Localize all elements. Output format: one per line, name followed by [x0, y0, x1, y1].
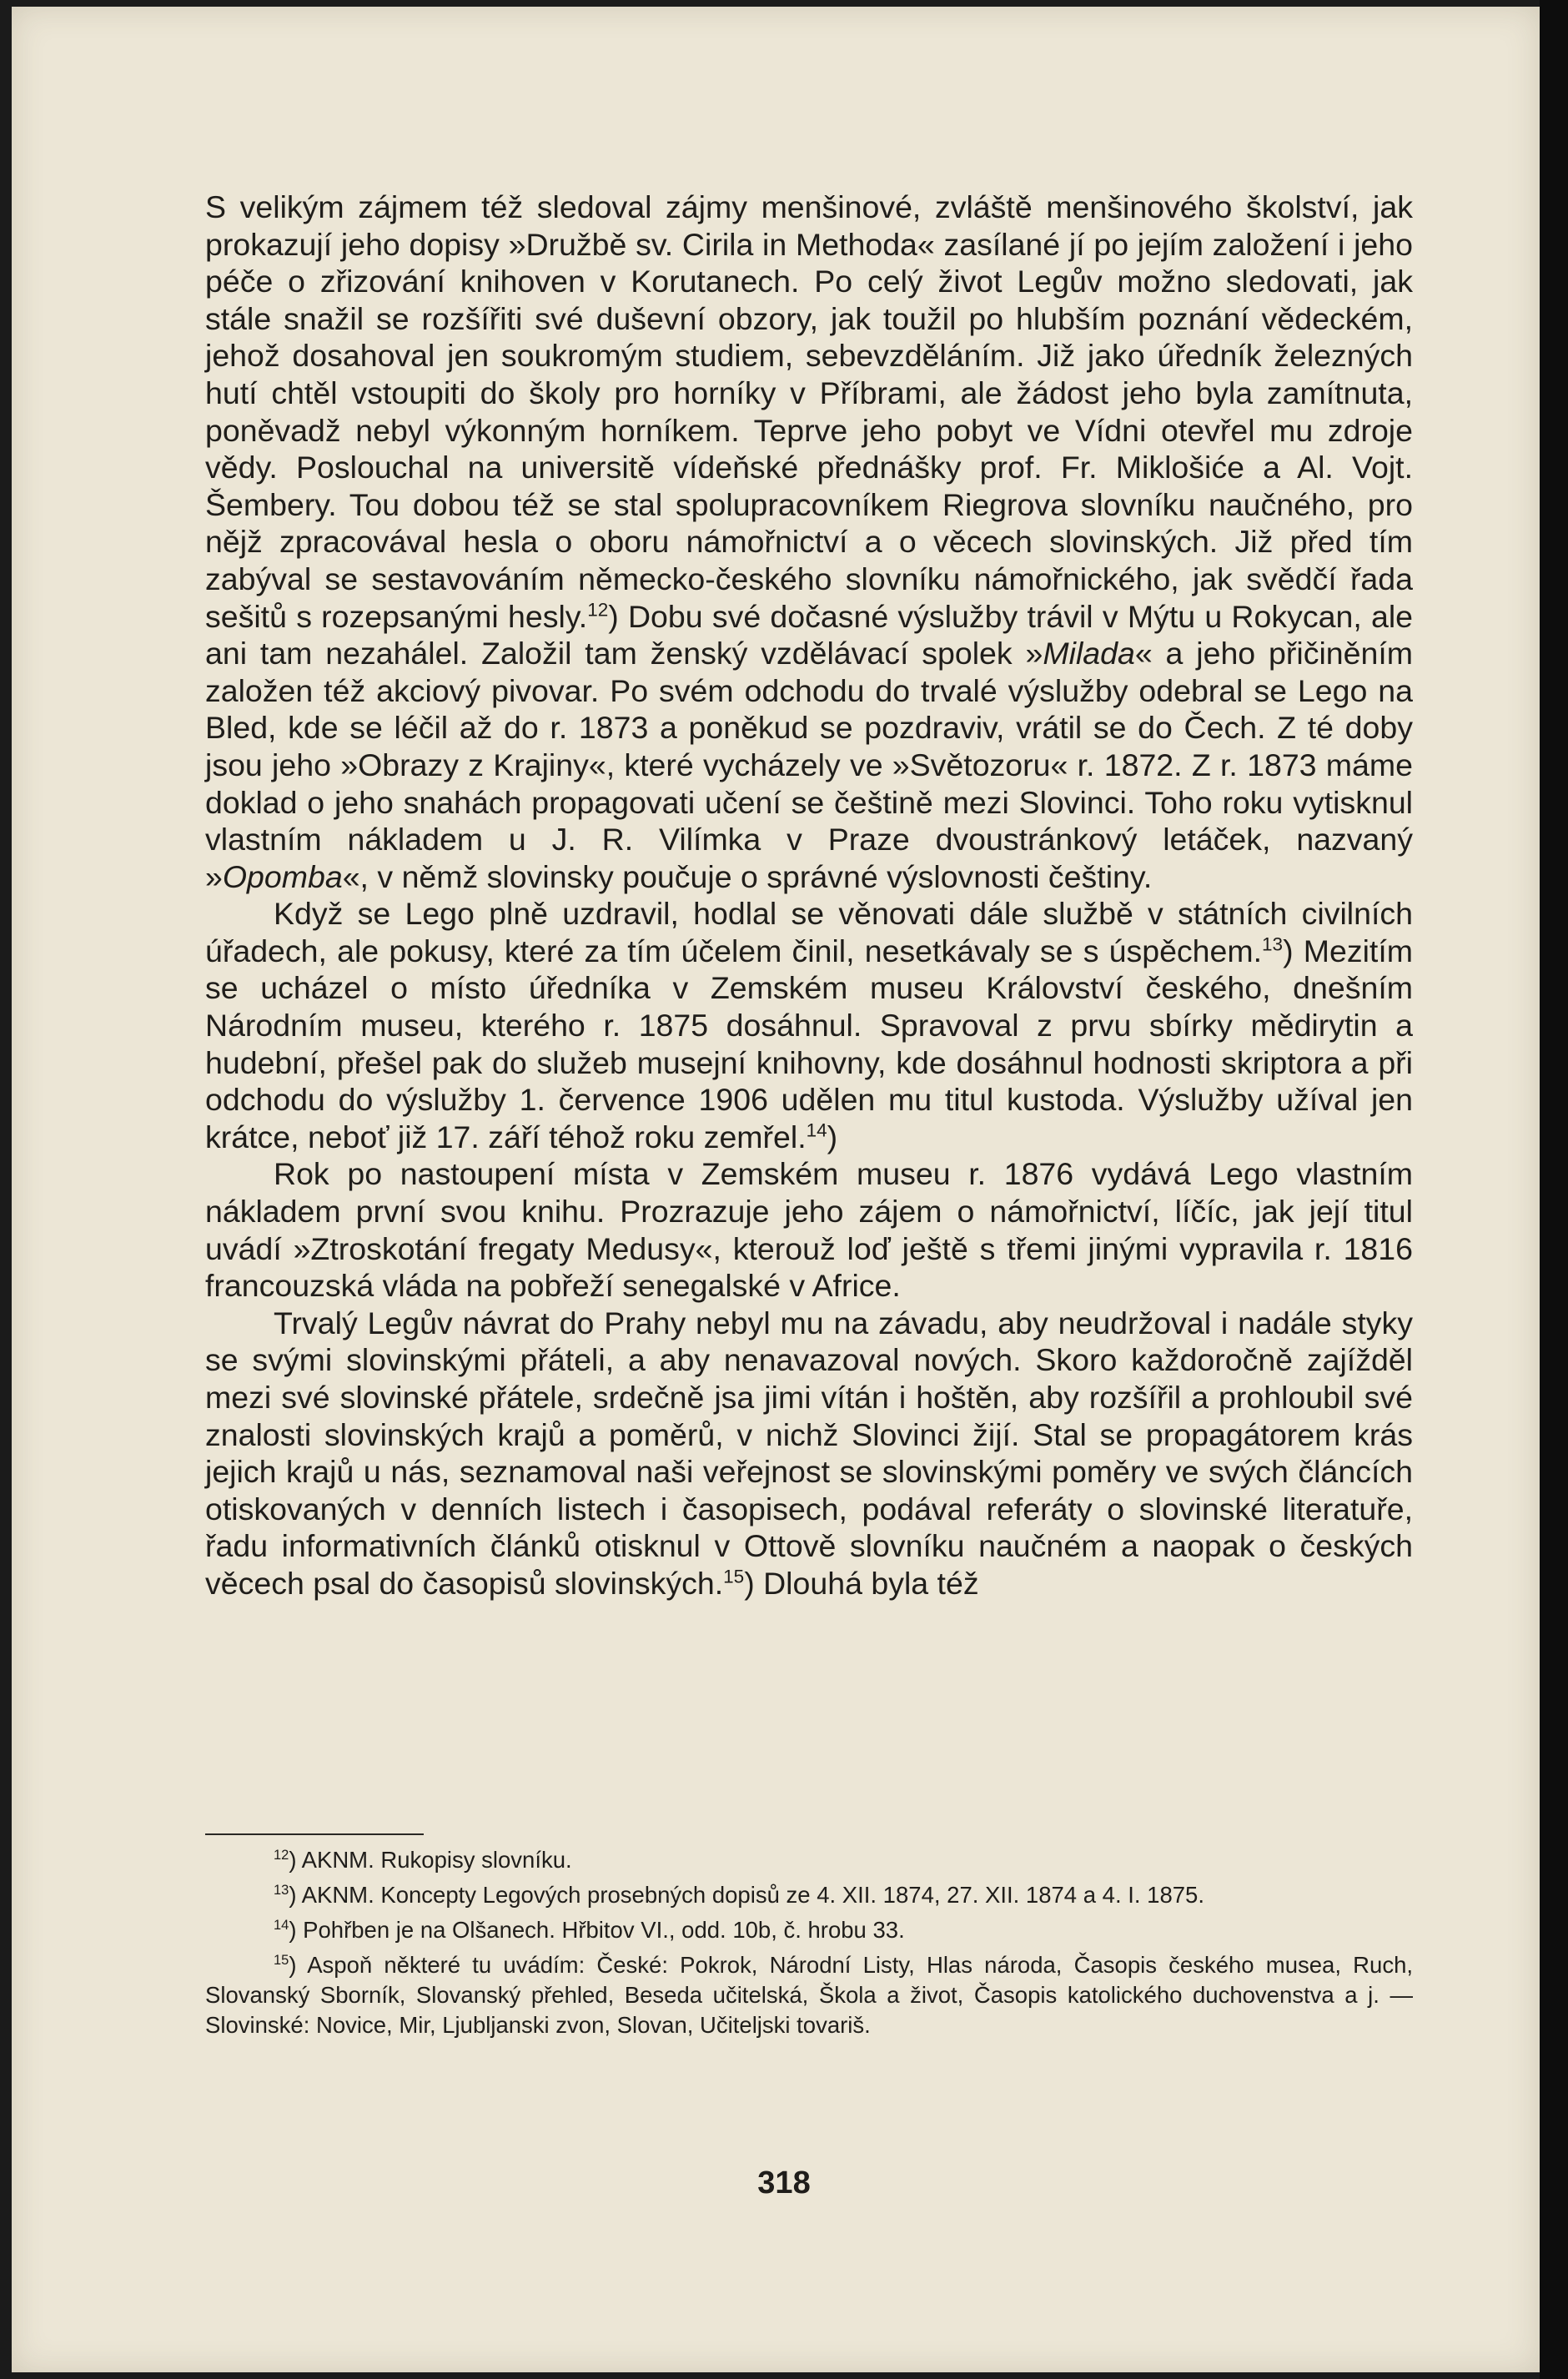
- footnote-ref: 13: [1262, 933, 1284, 955]
- paragraph: [205, 895, 1413, 1155]
- footnote-text: ) Aspoň některé tu uvádím: České: Pokrok, Národní Listy, Hlas národa, Časopis českého musea, Ruch, Slovanský Sborník, Slovanský přehled, Beseda učitelská, Škola a život, Časopis katolického duchovenstva a j. — Slovinské: Novice, Mir, Ljubljanski zvon, Slovan, Učiteljski tovariš.: [205, 1952, 1413, 2038]
- text-run: Trvalý Legův návrat do Prahy nebyl mu na závadu, aby neudržoval i nadále styky se svými slovinskými přáteli, a aby nenavazoval nových. Skoro každoročně zajížděl mezi své slovinské přátele, srdečně jsa jimi vítán i hoštěn, aby rozšířil a prohloubil své znalosti slovinských krajů a poměrů, v nichž Slovinci žijí. Stal se propagátorem krás jejich krajů u nás, seznamoval naši veřejnost se slovinskými poměry ve svých článcích otiskovaných v denních listech i časopisech, podával referáty o slovinské literatuře, řadu informativních článků otisknul v Ottově slovníku naučném a naopak o českých věcech psal do časopisů slovinských.: [205, 1305, 1413, 1601]
- footnote-divider: [205, 1833, 424, 1835]
- footnote-item: [205, 1950, 1413, 2040]
- text-run: ) Dobu své dočasné výslužby trávil v Mýtu u Rokycan, ale ani tam nezahálel. Založil tam ženský vzdělávací spolek »: [205, 598, 1414, 671]
- text-run: ) Dlouhá byla též: [744, 1565, 979, 1601]
- footnote-number: 15: [274, 1952, 289, 1968]
- footnote-ref: 14: [806, 1119, 827, 1141]
- footnote-number: 12: [274, 1847, 289, 1863]
- footnote-text: ) AKNM. Rukopisy slovníku.: [289, 1847, 572, 1873]
- text-run: Rok po nastoupení místa v Zemském museu r. 1876 vydává Lego vlastním nákladem první svou knihu. Prozrazuje jeho zájem o námořnictví, líčíc, jak její titul uvádí »Ztroskotání fregaty Medusy«, kterouž loď ještě s třemi jinými vypravila r. 1816 francouzská vláda na pobřeží senegalské v Africe.: [205, 1156, 1413, 1304]
- footnote-ref: 15: [723, 1566, 745, 1587]
- footnote-ref: 12: [587, 599, 609, 621]
- footnotes: [205, 1845, 1413, 2045]
- text-run: ) Mezitím se ucházel o místo úředníka v Zemském museu Království českého, dnešním Národním museu, kterého r. 1875 dosáhnul. Spravoval z prvu sbírky mědirytin a hudební, přešel pak do služeb musejní knihovny, kde dosáhnul hodnosti skriptora a při odchodu do výslužby 1. července 1906 udělen mu titul kustoda. Výslužby užíval jen krátce, neboť již 17. září téhož roku zemřel.: [205, 933, 1413, 1154]
- scan-edge: [1540, 0, 1568, 2379]
- text-run: S velikým zájmem též sledoval zájmy menšinové, zvláště menšinového školství, jak prokazují jeho dopisy »Družbě sv. Cirila in Methoda« zasílané jí po jejím založení i jeho péče o zřizování knihoven v Korutanech. Po celý život Legův možno sledovati, jak stále snažil se rozšířiti své duševní obzory, jak toužil po hlubším poznání vědeckém, jehož dosahoval jen soukromým studiem, sebevzděláním. Již jako úředník železných hutí chtěl vstoupiti do školy pro horníky v Příbrami, ale žádost jeho byla zamítnuta, poněvadž nebyl výkonným horníkem. Teprve jeho pobyt ve Vídni otevřel mu zdroje vědy. Poslouchal na universitě vídeňské přednášky prof. Fr. Miklošiće a Al. Vojt. Šembery. Tou dobou též se stal spolupracovníkem Riegrova slovníku naučného, pro nějž zpracovával hesla o oboru námořnictví a o věcech slovinských. Již před tím zabýval se sestavováním německo-českého slovníku námořnického, jak svědčí řada sešitů s rozepsanými hesly.: [205, 189, 1413, 634]
- italic-text: Milada: [1043, 636, 1135, 671]
- footnote-item: [205, 1915, 1413, 1945]
- paragraph: [205, 1305, 1413, 1602]
- footnote-item: [205, 1880, 1413, 1910]
- text-run: «, v němž slovinsky poučuje o správné výslovnosti češtiny.: [342, 858, 1153, 894]
- paragraph: [205, 189, 1413, 895]
- page-number: 318: [757, 2165, 811, 2200]
- text-run: « a jeho přičiněním založen též akciový pivovar. Po svém odchodu do trvalé výslužby odebral se Lego na Bled, kde se léčil až do r. 1873 a poněkud se pozdraviv, vrátil se do Čech. Z té doby jsou jeho »Obrazy z Krajiny«, které vycházely ve »Světozoru« r. 1872. Z r. 1873 máme doklad o jeho snahách propagovati učení se češtině mezi Slovinci. Toho roku vytisknul vlastním nákladem u J. R. Vilímka v Praze dvoustránkový letáček, nazvaný »: [205, 636, 1413, 894]
- footnote-item: [205, 1845, 1413, 1875]
- text-run: Když se Lego plně uzdravil, hodlal se věnovati dále službě v státních civilních úřadech, ale pokusy, které za tím účelem činil, nesetkávaly se s úspěchem.: [205, 896, 1413, 968]
- italic-text: Opomba: [222, 858, 343, 894]
- footnote-number: 14: [274, 1917, 289, 1933]
- paragraph: [205, 1155, 1413, 1304]
- text-run: ): [827, 1119, 838, 1154]
- footnote-text: ) AKNM. Koncepty Legových prosebných dopisů ze 4. XII. 1874, 27. XII. 1874 a 4. I. 1875.: [289, 1882, 1204, 1908]
- footnote-number: 13: [274, 1882, 289, 1898]
- main-text: [205, 189, 1413, 1602]
- footnote-text: ) Pohřben je na Olšanech. Hřbitov VI., odd. 10b, č. hrobu 33.: [289, 1917, 905, 1943]
